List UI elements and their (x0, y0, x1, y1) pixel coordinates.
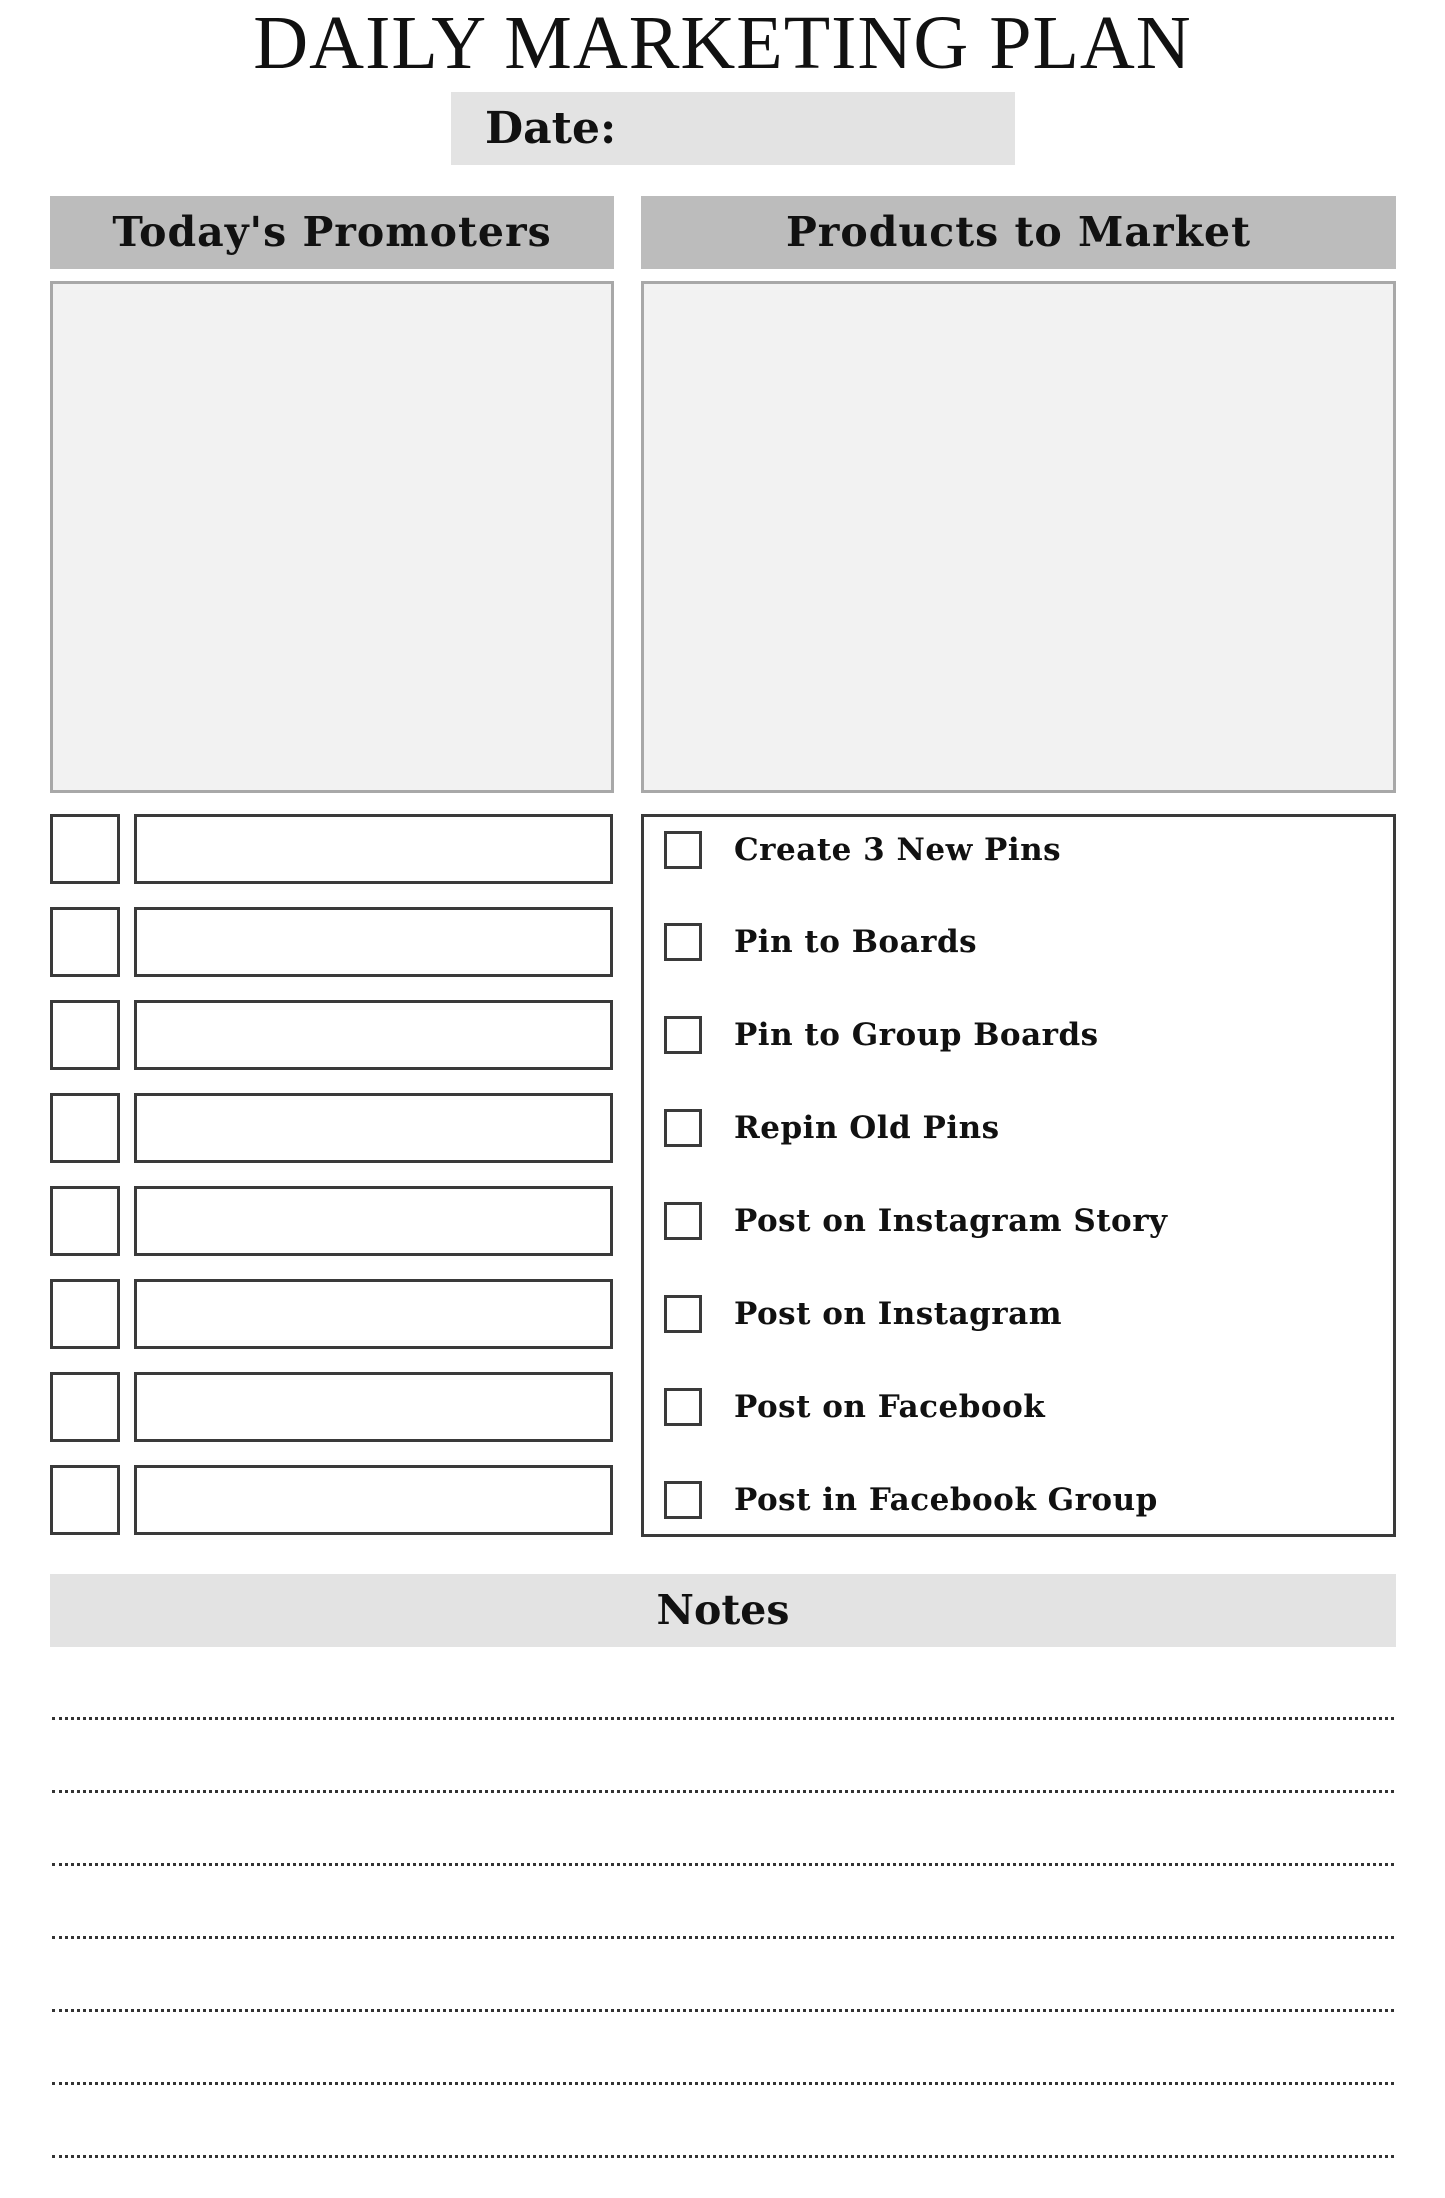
promoter-checkbox[interactable] (50, 1093, 120, 1163)
note-line[interactable] (52, 1790, 1394, 1793)
task-checkbox[interactable] (664, 1295, 702, 1333)
promoter-checkbox[interactable] (50, 814, 120, 884)
products-box[interactable] (641, 281, 1396, 793)
promoter-entry-field[interactable] (134, 814, 613, 884)
promoter-entry-field[interactable] (134, 1186, 613, 1256)
date-field[interactable] (451, 92, 1015, 165)
task-checkbox[interactable] (664, 1109, 702, 1147)
promoters-header: Today's Promoters (50, 196, 614, 269)
task-item[interactable] (664, 1201, 1168, 1241)
task-item[interactable] (664, 1387, 1045, 1427)
task-checkbox[interactable] (664, 1388, 702, 1426)
promoter-entry-field[interactable] (134, 1093, 613, 1163)
date-label: Date: (485, 103, 617, 154)
promoter-entry-field[interactable] (134, 1372, 613, 1442)
task-label: Repin Old Pins (734, 1110, 1000, 1146)
task-checkbox[interactable] (664, 1016, 702, 1054)
task-label: Post on Instagram (734, 1296, 1063, 1332)
promoter-checkbox[interactable] (50, 1372, 120, 1442)
notes-header: Notes (50, 1574, 1396, 1647)
note-line[interactable] (52, 2009, 1394, 2012)
task-label: Pin to Group Boards (734, 1017, 1099, 1053)
promoter-checkbox[interactable] (50, 907, 120, 977)
task-item[interactable] (664, 1294, 1062, 1334)
task-item[interactable] (664, 1015, 1099, 1055)
task-label: Post on Instagram Story (734, 1203, 1168, 1239)
task-checkbox[interactable] (664, 1481, 702, 1519)
page-title: DAILY MARKETING PLAN (253, 1, 1192, 85)
promoter-entry-field[interactable] (134, 1279, 613, 1349)
task-checkbox[interactable] (664, 831, 702, 869)
note-line[interactable] (52, 2155, 1394, 2158)
promoter-entry-field[interactable] (134, 1465, 613, 1535)
task-item[interactable] (664, 922, 977, 962)
task-item[interactable] (664, 830, 1061, 870)
promoter-entry-field[interactable] (134, 1000, 613, 1070)
promoter-checkbox[interactable] (50, 1000, 120, 1070)
promoter-checkbox[interactable] (50, 1465, 120, 1535)
note-line[interactable] (52, 2082, 1394, 2085)
task-item[interactable] (664, 1108, 1000, 1148)
task-checkbox[interactable] (664, 1202, 702, 1240)
promoter-entry-field[interactable] (134, 907, 613, 977)
task-item[interactable] (664, 1480, 1158, 1520)
task-checkbox[interactable] (664, 923, 702, 961)
promoter-checkbox[interactable] (50, 1186, 120, 1256)
promoter-checkbox[interactable] (50, 1279, 120, 1349)
task-label: Post in Facebook Group (734, 1482, 1158, 1518)
note-line[interactable] (52, 1936, 1394, 1939)
note-line[interactable] (52, 1717, 1394, 1720)
note-line[interactable] (52, 1863, 1394, 1866)
promoters-box[interactable] (50, 281, 614, 793)
products-header: Products to Market (641, 196, 1396, 269)
task-label: Post on Facebook (734, 1389, 1046, 1425)
task-label: Create 3 New Pins (734, 832, 1062, 868)
task-checklist (641, 814, 1396, 1537)
task-label: Pin to Boards (734, 924, 978, 960)
